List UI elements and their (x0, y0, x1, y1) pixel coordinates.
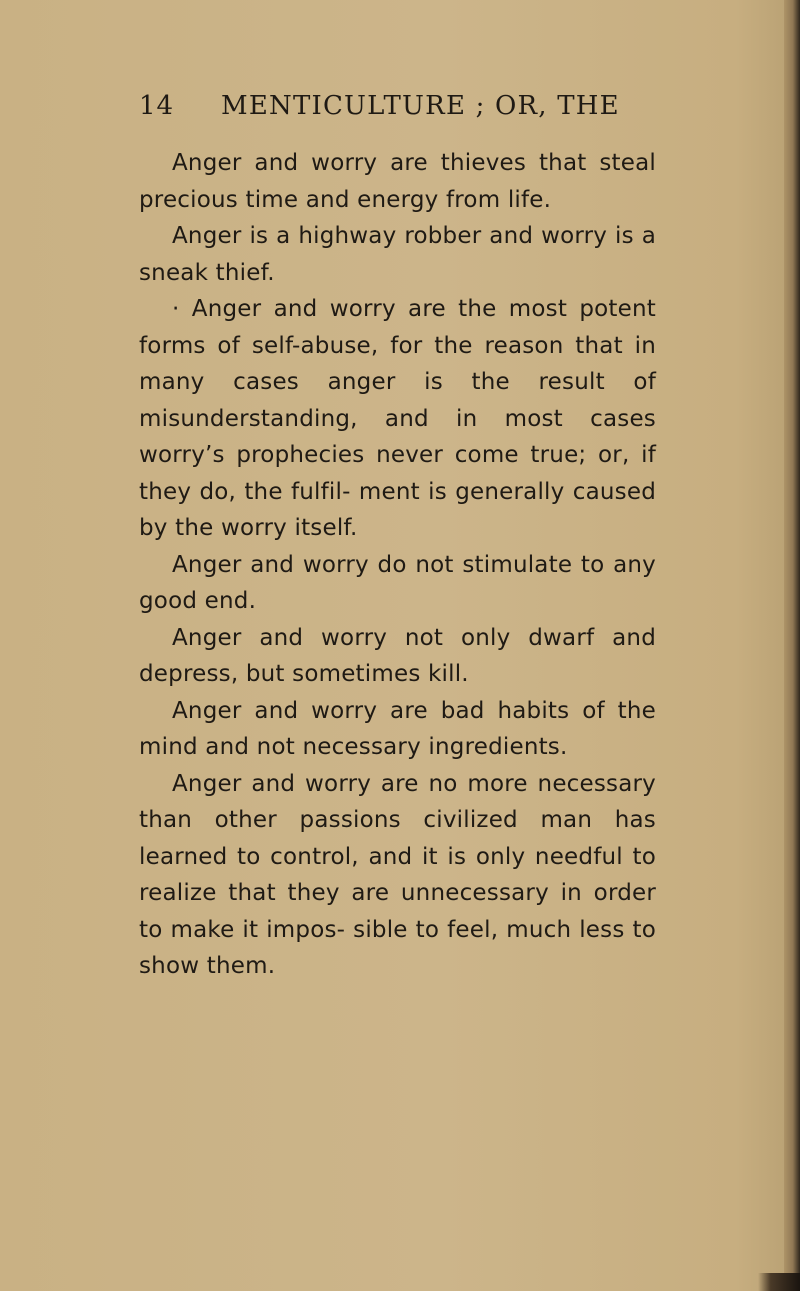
paragraph: Anger and worry are no more necessary than other passions civilized man has learned to control, and it is only needful to realize that they are unnecessary in order to make it impos- sible to feel, much less to show them. (139, 770, 656, 979)
page-number: 14 (139, 91, 175, 121)
body-text (139, 145, 656, 985)
paragraph: Anger and worry do not stimulate to any good end. (139, 551, 656, 614)
running-head (139, 91, 639, 127)
paragraph: · Anger and worry are the most potent forms of self-abuse, for the reason that in many cases anger is the result of misunderstanding, and in most cases worry’s prophecies never come true; or, if they do, the fulfil- ment is generally caused by the worry itself. (139, 296, 656, 541)
page-corner-shadow (758, 1273, 800, 1291)
paragraph: Anger and worry are bad habits of the mind and not necessary ingredients. (139, 697, 656, 760)
page-edge-shadow (784, 0, 800, 1291)
running-title: MENTICULTURE ; OR, THE (221, 91, 620, 121)
paragraph: Anger and worry not only dwarf and depress, but sometimes kill. (139, 624, 656, 687)
paragraph: Anger and worry are thieves that steal precious time and energy from life. (139, 150, 656, 213)
paragraph: Anger is a highway robber and worry is a sneak thief. (139, 223, 656, 286)
